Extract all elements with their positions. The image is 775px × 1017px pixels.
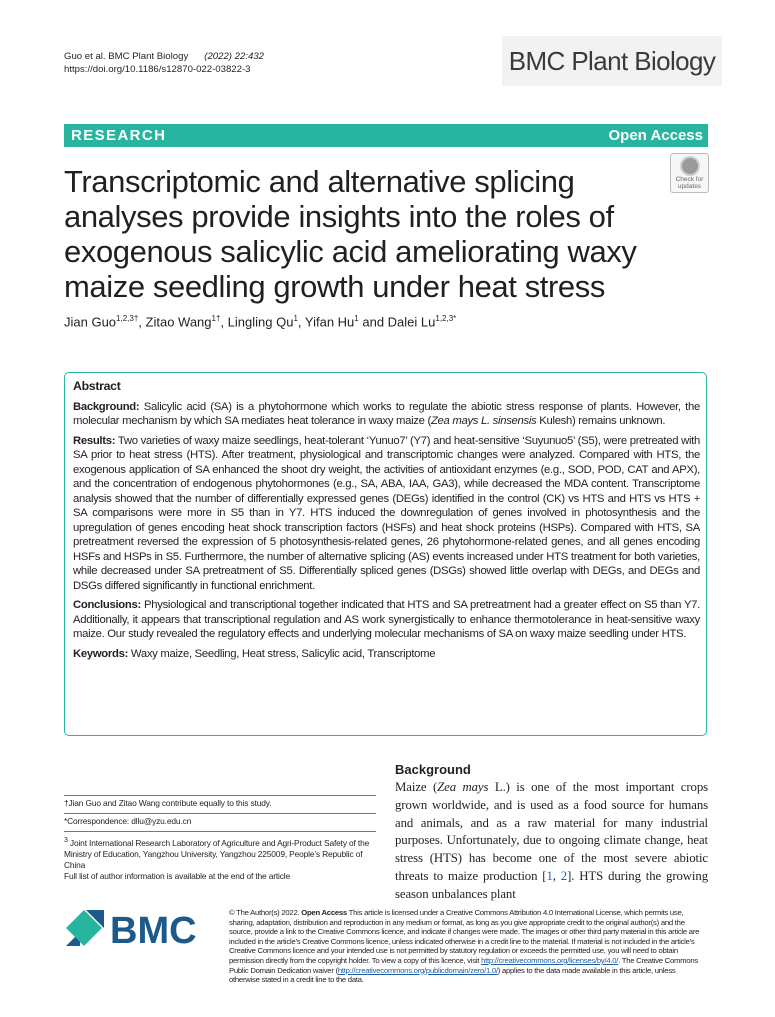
author-name[interactable]: Lingling Qu <box>227 314 294 330</box>
footnote-divider <box>64 795 376 796</box>
section-heading: Background <box>395 762 471 777</box>
article-type-banner <box>64 124 708 147</box>
background-text: Salicylic acid (SA) is a phytohormone which works to regulate the abiotic stress response of plants. However, the molecular mechanism by which SA mediates heat tolerance in waxy maize ( <box>73 400 700 427</box>
author-affiliation: 1,2,3† <box>116 314 139 323</box>
author-name[interactable]: Zitao Wang <box>145 314 212 330</box>
citation-meta: (2022) 22:432 <box>204 51 264 62</box>
article-title: Transcriptomic and alternative splicing analyses provide insights into the roles of exogenous salicylic acid ameliorating waxy maize seedling growth under heat stress <box>64 164 637 304</box>
license-text <box>229 908 707 985</box>
logo-text: BMC <box>110 910 197 950</box>
background-text-end: Kulesh) remains unknown. <box>536 415 666 427</box>
abstract-conclusions <box>73 598 700 642</box>
author-affiliation: 1† <box>211 314 221 323</box>
results-label: Results: <box>73 434 116 447</box>
author-name[interactable]: Yifan Hu <box>304 314 355 330</box>
conclusions-text: Physiological and transcriptional together indicated that HTS and SA pretreatment had a greater effect on S5 than Y7. Additionally, it appears that transcriptional regulation and AS work synergistically to enhance thermotolerance in heat-sensitive waxy maize. Our study revealed the regulatory effects and underlying molecular mechanisms of SA on waxy maize seedling under HTS. <box>73 599 700 640</box>
affiliation-number: 3 <box>64 837 68 844</box>
abstract-background <box>73 400 700 429</box>
abstract-heading: Abstract <box>73 379 121 393</box>
footnote-divider <box>64 831 376 832</box>
reference-link[interactable]: 2 <box>560 868 568 883</box>
results-text: Two varieties of waxy maize seedlings, heat-tolerant ‘Yunuo7’ (Y7) and heat-sensitive ‘Suyunuo5’ (S5), were pretreated with SA prior to heat stress (HTS). After treatment, physiological and transcriptomic changes were analyzed. Compared with HTS, the exogenous application of SA enhanced the shoot dry weight, the activities of antioxidant enzymes (e.g., SOD, POD, CAT and APX), and the concentration of endogenous phytohormones (e.g., SA, ABA, IAA, GA3), while decreased the MDA content. Transcriptome analysis showed that the number of differentially expressed genes (DEGs) identified in the control (CK) vs HTS and HTS vs HTS + SA comparisons were more in S5 than in Y7. HTS induced the downregulation of genes involved in photosynthesis and the upregulation of genes encoding heat shock transcription factors (HSFs) and heat shock proteins (HSPs). Compared with HTS, SA pretreatment reversed the expression of 5 photosynthesis-related genes, 26 phytohormone-related genes, and all genes encoding HSFs and HSPs in S5. Furthermore, the number of alternative splicing (AS) events increased under HTS treatment for both varieties, while decreased under SA pretreatment of S5. Differentially spliced genes (DSGs) showed little overlap with DEGs, and DEGs and DSGs differed significantly in functional enrichment. <box>73 434 700 592</box>
citation-authors: Guo et al. BMC Plant Biology <box>64 51 189 62</box>
license-part: . The Creative Commons Public Domain Dedication waiver ( <box>229 955 698 975</box>
abstract-box <box>64 372 707 736</box>
footnote-affiliation <box>64 835 376 871</box>
affiliation-text: Joint International Research Laboratory of Agriculture and Agri-Product Safety of the Ministry of Education, Yangzhou University, Yangzhou 225009, People’s Republic of China <box>64 837 370 870</box>
license-part: This article is licensed under a Creative Commons Attribution 4.0 International License, which permits use, sharing, adaptation, distribution and reproduction in any medium or format, as long as you give appropriate credit to the original author(s) and the source, provide a link to the Creative Commons licence, and indicate if changes were made. The images or other third party material in this article are included in the article’s Creative Commons licence, unless indicated otherwise in a credit line to the material. If material is not included in the article’s Creative Commons licence and your intended use is not permitted by statutory regulation or exceeds the permitted use, you will need to obtain permission directly from the copyright holder. To view a copy of this licence, visit <box>229 908 700 965</box>
author-name[interactable]: Jian Guo <box>64 314 117 330</box>
author-separator: , <box>138 314 146 330</box>
abstract-results <box>73 434 700 594</box>
license-open-access: Open Access <box>301 908 347 917</box>
keywords-label: Keywords: <box>73 647 129 660</box>
body-text: ]. HTS during the growing season unbalances plant <box>395 868 708 901</box>
license-part: © The Author(s) 2022. <box>229 908 302 917</box>
reference-link[interactable]: 1 <box>546 868 553 883</box>
citation-header <box>64 50 264 76</box>
footnote-correspondence: *Correspondence: dllu@yzu.edu.cn <box>64 816 192 826</box>
author-name[interactable]: Dalei Lu <box>387 314 436 330</box>
body-text: , <box>552 868 561 883</box>
footnote-full-list: Full list of author information is available at the end of the article <box>64 871 290 881</box>
author-affiliation: 1 <box>293 314 298 323</box>
open-access-label: Open Access <box>608 127 703 144</box>
bmc-logo <box>64 906 212 950</box>
journal-name: BMC Plant Biology <box>508 46 716 76</box>
body-species: Zea mays <box>437 780 489 794</box>
author-affiliation: 1 <box>354 314 359 323</box>
background-label: Background: <box>73 400 140 413</box>
keywords-text: Waxy maize, Seedling, Heat stress, Salicylic acid, Transcriptome <box>130 647 436 660</box>
article-type: RESEARCH <box>71 127 167 144</box>
updates-line2: updates <box>677 183 702 190</box>
license-link[interactable]: http://creativecommons.org/licenses/by/4.0/ <box>481 955 619 965</box>
cc0-link[interactable]: http://creativecommons.org/publicdomain/zero/1.0/ <box>337 965 498 975</box>
body-text: Maize ( <box>395 780 438 794</box>
species-name: Zea mays L. sinsensis <box>430 415 537 427</box>
body-text: L.) is one of the most important crops grown worldwide, and is used as a food source for humans and animals, and as a raw material for many industrial purposes. Unfortunately, due to ongoing climate change, heat stress (HTS) has become one of the most severe abiotic threats to maize production [ <box>395 780 709 883</box>
body-paragraph <box>395 779 708 904</box>
author-separator: , <box>220 314 228 330</box>
updates-line1: Check for <box>675 176 704 183</box>
license-part: ) applies to the data made available in this article, unless otherwise stated in a credit line to the data. <box>229 965 676 985</box>
doi-link[interactable]: https://doi.org/10.1186/s12870-022-03822-3 <box>64 64 251 75</box>
footnote-divider <box>64 813 376 814</box>
footnote-contrib: †Jian Guo and Zitao Wang contribute equally to this study. <box>64 798 272 808</box>
conclusions-label: Conclusions: <box>73 599 141 611</box>
abstract-keywords <box>73 647 700 662</box>
author-separator: and <box>358 314 388 330</box>
author-list <box>64 314 456 329</box>
author-separator: , <box>297 314 305 330</box>
author-affiliation: 1,2,3* <box>435 314 457 323</box>
